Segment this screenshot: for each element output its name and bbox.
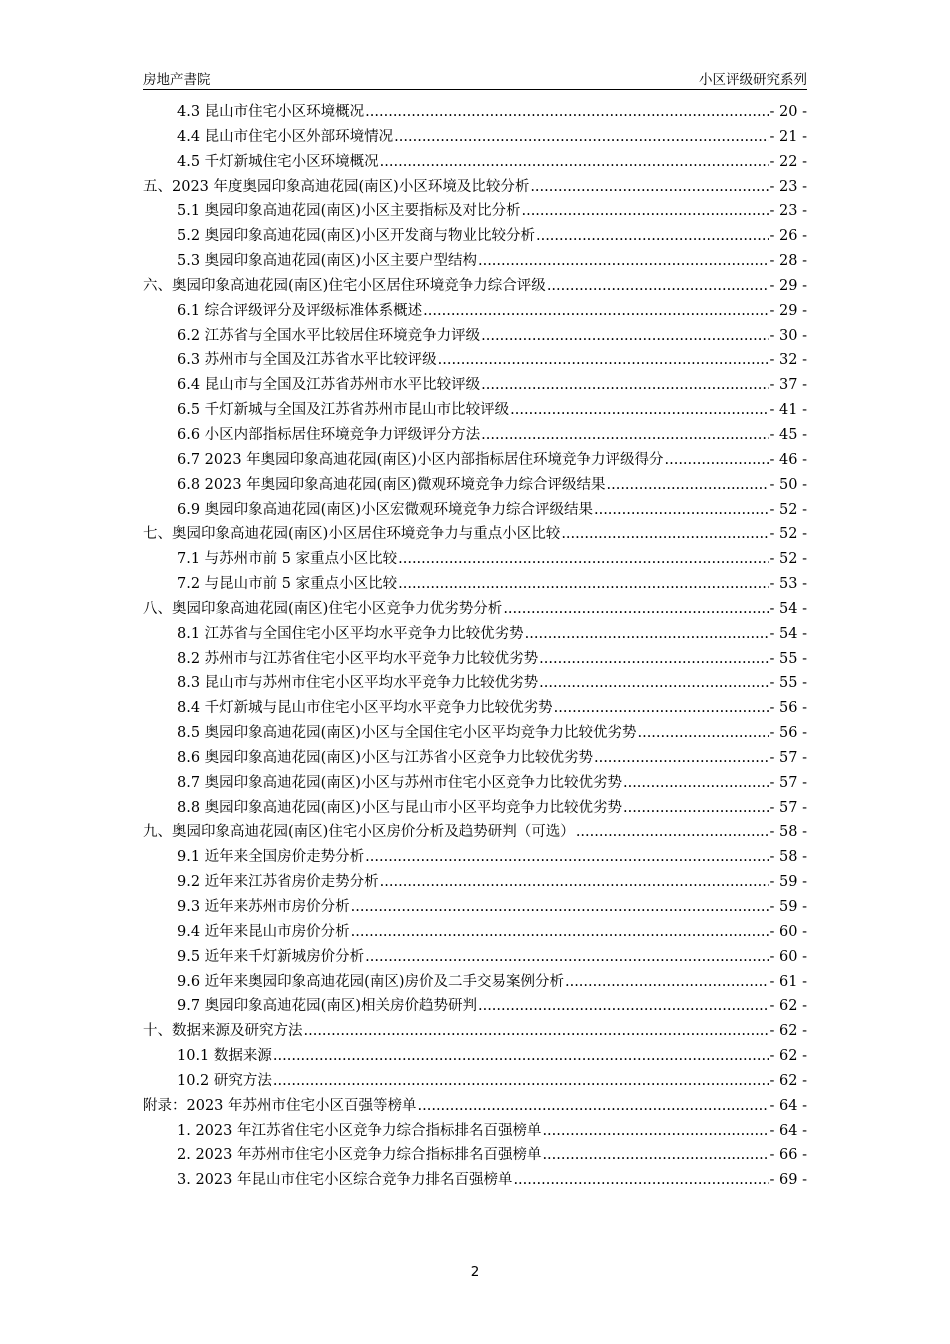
toc-entry-page: - 30 -	[769, 327, 807, 344]
toc-entry-page: - 52 -	[769, 551, 807, 568]
toc-entry-title: 6.1 综合评级评分及评级标准体系概述	[177, 302, 423, 319]
toc-section-entry[interactable]	[143, 1119, 807, 1144]
toc-chapter-entry[interactable]	[143, 1019, 807, 1044]
toc-chapter-entry[interactable]	[143, 175, 807, 200]
toc-dot-leader	[530, 179, 768, 195]
toc-entry-page: - 58 -	[769, 849, 807, 866]
toc-dot-leader	[525, 626, 769, 642]
toc-dot-leader	[418, 1098, 769, 1114]
toc-entry-page: - 62 -	[769, 1072, 807, 1089]
toc-entry-title: 9.7 奥园印象高迪花园(南区)相关房价趋势研判	[177, 998, 477, 1015]
toc-entry-page: - 37 -	[769, 377, 807, 394]
toc-chapter-entry[interactable]	[143, 597, 807, 622]
toc-entry-title: 9.1 近年来全国房价走势分析	[177, 849, 365, 866]
toc-entry-title: 6.5 千灯新城与全国及江苏省苏州市昆山市比较评级	[177, 402, 510, 419]
toc-entry-title: 7.1 与苏州市前 5 家重点小区比较	[177, 551, 398, 568]
toc-entry-title: 七、奥园印象高迪花园(南区)小区居住环境竞争力与重点小区比较	[143, 526, 561, 543]
toc-entry-title: 7.2 与昆山市前 5 家重点小区比较	[177, 576, 398, 593]
toc-entry-title: 3. 2023 年昆山市住宅小区综合竞争力排名百强榜单	[177, 1172, 513, 1189]
toc-entry-title: 九、奥园印象高迪花园(南区)住宅小区房价分析及趋势研判（可选）	[143, 824, 575, 841]
toc-section-entry[interactable]	[143, 324, 807, 349]
toc-section-entry[interactable]	[143, 473, 807, 498]
toc-section-entry[interactable]	[143, 572, 807, 597]
toc-section-entry[interactable]	[143, 870, 807, 895]
toc-entry-title: 1. 2023 年江苏省住宅小区竞争力综合指标排名百强榜单	[177, 1122, 542, 1139]
toc-section-entry[interactable]	[143, 647, 807, 672]
toc-chapter-entry[interactable]	[143, 274, 807, 299]
page-number: 2	[470, 1264, 480, 1280]
toc-entry-page: - 55 -	[769, 675, 807, 692]
header-left-title: 房地产書院	[143, 72, 211, 88]
toc-dot-leader	[536, 228, 769, 244]
toc-entry-page: - 69 -	[769, 1172, 807, 1189]
toc-dot-leader	[380, 154, 769, 170]
toc-entry-title: 4.5 千灯新城住宅小区环境概况	[177, 153, 379, 170]
toc-section-entry[interactable]	[143, 398, 807, 423]
toc-section-entry[interactable]	[143, 299, 807, 324]
toc-entry-title: 9.3 近年来苏州市房价分析	[177, 899, 350, 915]
toc-section-entry[interactable]	[143, 796, 807, 821]
header-right-title: 小区评级研究系列	[699, 72, 807, 88]
toc-section-entry[interactable]	[143, 448, 807, 473]
toc-dot-leader	[351, 924, 769, 940]
toc-entry-title: 6.6 小区内部指标居住环境竞争力评级评分方法	[177, 426, 481, 443]
toc-entry-title: 9.6 近年来奥园印象高迪花园(南区)房价及二手交易案例分析	[177, 973, 564, 990]
toc-dot-leader	[637, 725, 768, 741]
toc-entry-title: 6.7 2023 年奥园印象高迪花园(南区)小区内部指标居住环境竞争力评级得分	[177, 451, 664, 468]
toc-entry-page: - 56 -	[769, 725, 807, 742]
toc-section-entry[interactable]	[143, 348, 807, 373]
toc-entry-page: - 62 -	[769, 1023, 807, 1040]
toc-dot-leader	[273, 1048, 769, 1064]
toc-entry-title: 十、数据来源及研究方法	[143, 1023, 303, 1040]
toc-entry-title: 10.1 数据来源	[177, 1048, 272, 1065]
toc-dot-leader	[539, 651, 768, 667]
toc-section-entry[interactable]	[143, 547, 807, 572]
toc-entry-page: - 64 -	[769, 1122, 807, 1139]
toc-dot-leader	[478, 998, 769, 1014]
toc-dot-leader	[478, 253, 769, 269]
toc-dot-leader	[623, 800, 769, 816]
toc-entry-page: - 54 -	[769, 625, 807, 642]
toc-dot-leader	[542, 1123, 768, 1139]
toc-dot-leader	[554, 700, 769, 716]
toc-section-entry[interactable]	[143, 746, 807, 771]
toc-entry-page: - 59 -	[769, 874, 807, 891]
toc-section-entry[interactable]	[143, 423, 807, 448]
toc-dot-leader	[513, 1172, 768, 1188]
toc-entry-title: 2. 2023 年苏州市住宅小区竞争力综合指标排名百强榜单	[177, 1147, 542, 1164]
toc-entry-title: 9.2 近年来江苏省房价走势分析	[177, 874, 379, 891]
toc-dot-leader	[539, 675, 768, 691]
toc-entry-page: - 60 -	[769, 923, 807, 940]
toc-section-entry[interactable]	[143, 721, 807, 746]
toc-dot-leader	[481, 328, 768, 344]
toc-dot-leader	[351, 899, 769, 915]
toc-entry-title: 5.3 奥园印象高迪花园(南区)小区主要户型结构	[177, 253, 477, 270]
toc-dot-leader	[481, 377, 768, 393]
toc-entry-title: 6.4 昆山市与全国及江苏省苏州市水平比较评级	[177, 377, 481, 394]
toc-entry-page: - 52 -	[769, 501, 807, 518]
toc-section-entry[interactable]	[143, 249, 807, 274]
toc-section-entry[interactable]	[143, 622, 807, 647]
toc-section-entry[interactable]	[143, 125, 807, 150]
toc-dot-leader	[380, 874, 769, 890]
toc-dot-leader	[273, 1073, 769, 1089]
toc-section-entry[interactable]	[143, 845, 807, 870]
toc-entry-page: - 54 -	[769, 600, 807, 617]
toc-entry-page: - 52 -	[769, 526, 807, 543]
header-divider	[143, 89, 807, 90]
toc-entry-page: - 57 -	[769, 799, 807, 816]
toc-entry-title: 5.2 奥园印象高迪花园(南区)小区开发商与物业比较分析	[177, 228, 535, 245]
toc-dot-leader	[365, 849, 768, 865]
toc-entry-title: 8.1 江苏省与全国住宅小区平均水平竞争力比较优劣势	[177, 625, 524, 642]
toc-dot-leader	[304, 1023, 769, 1039]
toc-entry-page: - 62 -	[769, 998, 807, 1015]
toc-dot-leader	[594, 750, 769, 766]
toc-entry-page: - 50 -	[769, 476, 807, 493]
toc-dot-leader	[423, 303, 768, 319]
toc-dot-leader	[521, 203, 768, 219]
toc-chapter-entry[interactable]	[143, 522, 807, 547]
toc-entry-title: 9.5 近年来千灯新城房价分析	[177, 948, 365, 965]
toc-entry-page: - 61 -	[769, 973, 807, 990]
toc-section-entry[interactable]	[143, 224, 807, 249]
toc-section-entry[interactable]	[143, 696, 807, 721]
toc-entry-page: - 28 -	[769, 253, 807, 270]
toc-entry-title: 4.4 昆山市住宅小区外部环境情况	[177, 128, 394, 145]
toc-entry-page: - 55 -	[769, 650, 807, 667]
toc-dot-leader	[547, 278, 769, 294]
toc-entry-page: - 29 -	[769, 302, 807, 319]
toc-dot-leader	[481, 427, 768, 443]
toc-dot-leader	[623, 775, 769, 791]
toc-entry-page: - 32 -	[769, 352, 807, 369]
toc-entry-page: - 20 -	[769, 104, 807, 120]
toc-dot-leader	[510, 402, 768, 418]
toc-section-entry[interactable]	[143, 945, 807, 970]
toc-chapter-entry[interactable]	[143, 820, 807, 845]
toc-section-entry[interactable]	[143, 1044, 807, 1069]
toc-dot-leader	[565, 974, 769, 990]
toc-entry-title: 8.5 奥园印象高迪花园(南区)小区与全国住宅小区平均竞争力比较优劣势	[177, 725, 637, 742]
toc-entry-page: - 56 -	[769, 700, 807, 717]
toc-entry-page: - 29 -	[769, 277, 807, 294]
toc-dot-leader	[542, 1147, 768, 1163]
toc-entry-title: 8.2 苏州市与江苏省住宅小区平均水平竞争力比较优劣势	[177, 650, 539, 667]
toc-entry-page: - 23 -	[769, 178, 807, 195]
toc-dot-leader	[394, 129, 768, 145]
toc-dot-leader	[665, 452, 769, 468]
page-header	[143, 68, 807, 88]
toc-section-entry[interactable]	[143, 373, 807, 398]
toc-entry-page: - 23 -	[769, 203, 807, 220]
toc-section-entry[interactable]	[143, 100, 807, 125]
toc-entry-title: 6.8 2023 年奥园印象高迪花园(南区)微观环境竞争力综合评级结果	[177, 476, 606, 493]
toc-section-entry[interactable]	[143, 498, 807, 523]
toc-section-entry[interactable]	[143, 970, 807, 995]
toc-section-entry[interactable]	[143, 671, 807, 696]
toc-section-entry[interactable]	[143, 895, 807, 920]
toc-section-entry[interactable]	[143, 1069, 807, 1094]
toc-entry-page: - 21 -	[769, 128, 807, 145]
toc-dot-leader	[594, 502, 769, 518]
toc-entry-title: 5.1 奥园印象高迪花园(南区)小区主要指标及对比分析	[177, 203, 521, 220]
toc-dot-leader	[576, 824, 769, 840]
toc-section-entry[interactable]	[143, 1143, 807, 1168]
toc-entry-title: 9.4 近年来昆山市房价分析	[177, 923, 350, 940]
toc-entry-title: 六、奥园印象高迪花园(南区)住宅小区居住环境竞争力综合评级	[143, 277, 546, 294]
toc-dot-leader	[561, 526, 768, 542]
toc-section-entry[interactable]	[143, 150, 807, 175]
toc-entry-title: 10.2 研究方法	[177, 1072, 272, 1089]
toc-entry-page: - 57 -	[769, 774, 807, 791]
toc-entry-page: - 59 -	[769, 899, 807, 915]
toc-dot-leader	[438, 352, 769, 368]
toc-entry-title: 4.3 昆山市住宅小区环境概况	[177, 104, 365, 120]
toc-chapter-entry[interactable]	[143, 1094, 807, 1119]
toc-entry-title: 8.4 千灯新城与昆山市住宅小区平均水平竞争力比较优劣势	[177, 700, 553, 717]
toc-entry-title: 6.2 江苏省与全国水平比较居住环境竞争力评级	[177, 327, 481, 344]
toc-entry-title: 附录：2023 年苏州市住宅小区百强等榜单	[143, 1097, 417, 1114]
toc-section-entry[interactable]	[143, 920, 807, 945]
toc-entry-page: - 46 -	[769, 451, 807, 468]
toc-section-entry[interactable]	[143, 994, 807, 1019]
toc-dot-leader	[398, 576, 768, 592]
toc-entry-title: 6.9 奥园印象高迪花园(南区)小区宏微观环境竞争力综合评级结果	[177, 501, 593, 518]
toc-entry-page: - 22 -	[769, 153, 807, 170]
toc-entry-page: - 53 -	[769, 576, 807, 593]
toc-entry-page: - 41 -	[769, 402, 807, 419]
toc-entry-title: 8.6 奥园印象高迪花园(南区)小区与江苏省小区竞争力比较优劣势	[177, 749, 593, 766]
toc-dot-leader	[398, 551, 768, 567]
table-of-contents	[143, 100, 807, 1193]
toc-entry-title: 8.3 昆山市与苏州市住宅小区平均水平竞争力比较优劣势	[177, 675, 539, 692]
toc-entry-page: - 45 -	[769, 426, 807, 443]
toc-entry-page: - 26 -	[769, 228, 807, 245]
toc-entry-page: - 66 -	[769, 1147, 807, 1164]
toc-dot-leader	[607, 477, 769, 493]
toc-entry-page: - 62 -	[769, 1048, 807, 1065]
toc-entry-page: - 57 -	[769, 749, 807, 766]
toc-section-entry[interactable]	[143, 1168, 807, 1193]
toc-entry-page: - 64 -	[769, 1097, 807, 1114]
toc-entry-title: 五、2023 年度奥园印象高迪花园(南区)小区环境及比较分析	[143, 178, 530, 195]
toc-entry-title: 8.8 奥园印象高迪花园(南区)小区与昆山市小区平均竞争力比较优劣势	[177, 799, 622, 816]
toc-dot-leader	[365, 949, 768, 965]
toc-entry-page: - 58 -	[769, 824, 807, 841]
toc-dot-leader	[365, 104, 768, 120]
toc-section-entry[interactable]	[143, 771, 807, 796]
toc-entry-page: - 60 -	[769, 948, 807, 965]
toc-entry-title: 8.7 奥园印象高迪花园(南区)小区与苏州市住宅小区竞争力比较优劣势	[177, 774, 622, 791]
toc-dot-leader	[503, 601, 768, 617]
toc-entry-title: 6.3 苏州市与全国及江苏省水平比较评级	[177, 352, 437, 369]
toc-section-entry[interactable]	[143, 199, 807, 224]
toc-entry-title: 八、奥园印象高迪花园(南区)住宅小区竞争力优劣势分析	[143, 600, 503, 617]
